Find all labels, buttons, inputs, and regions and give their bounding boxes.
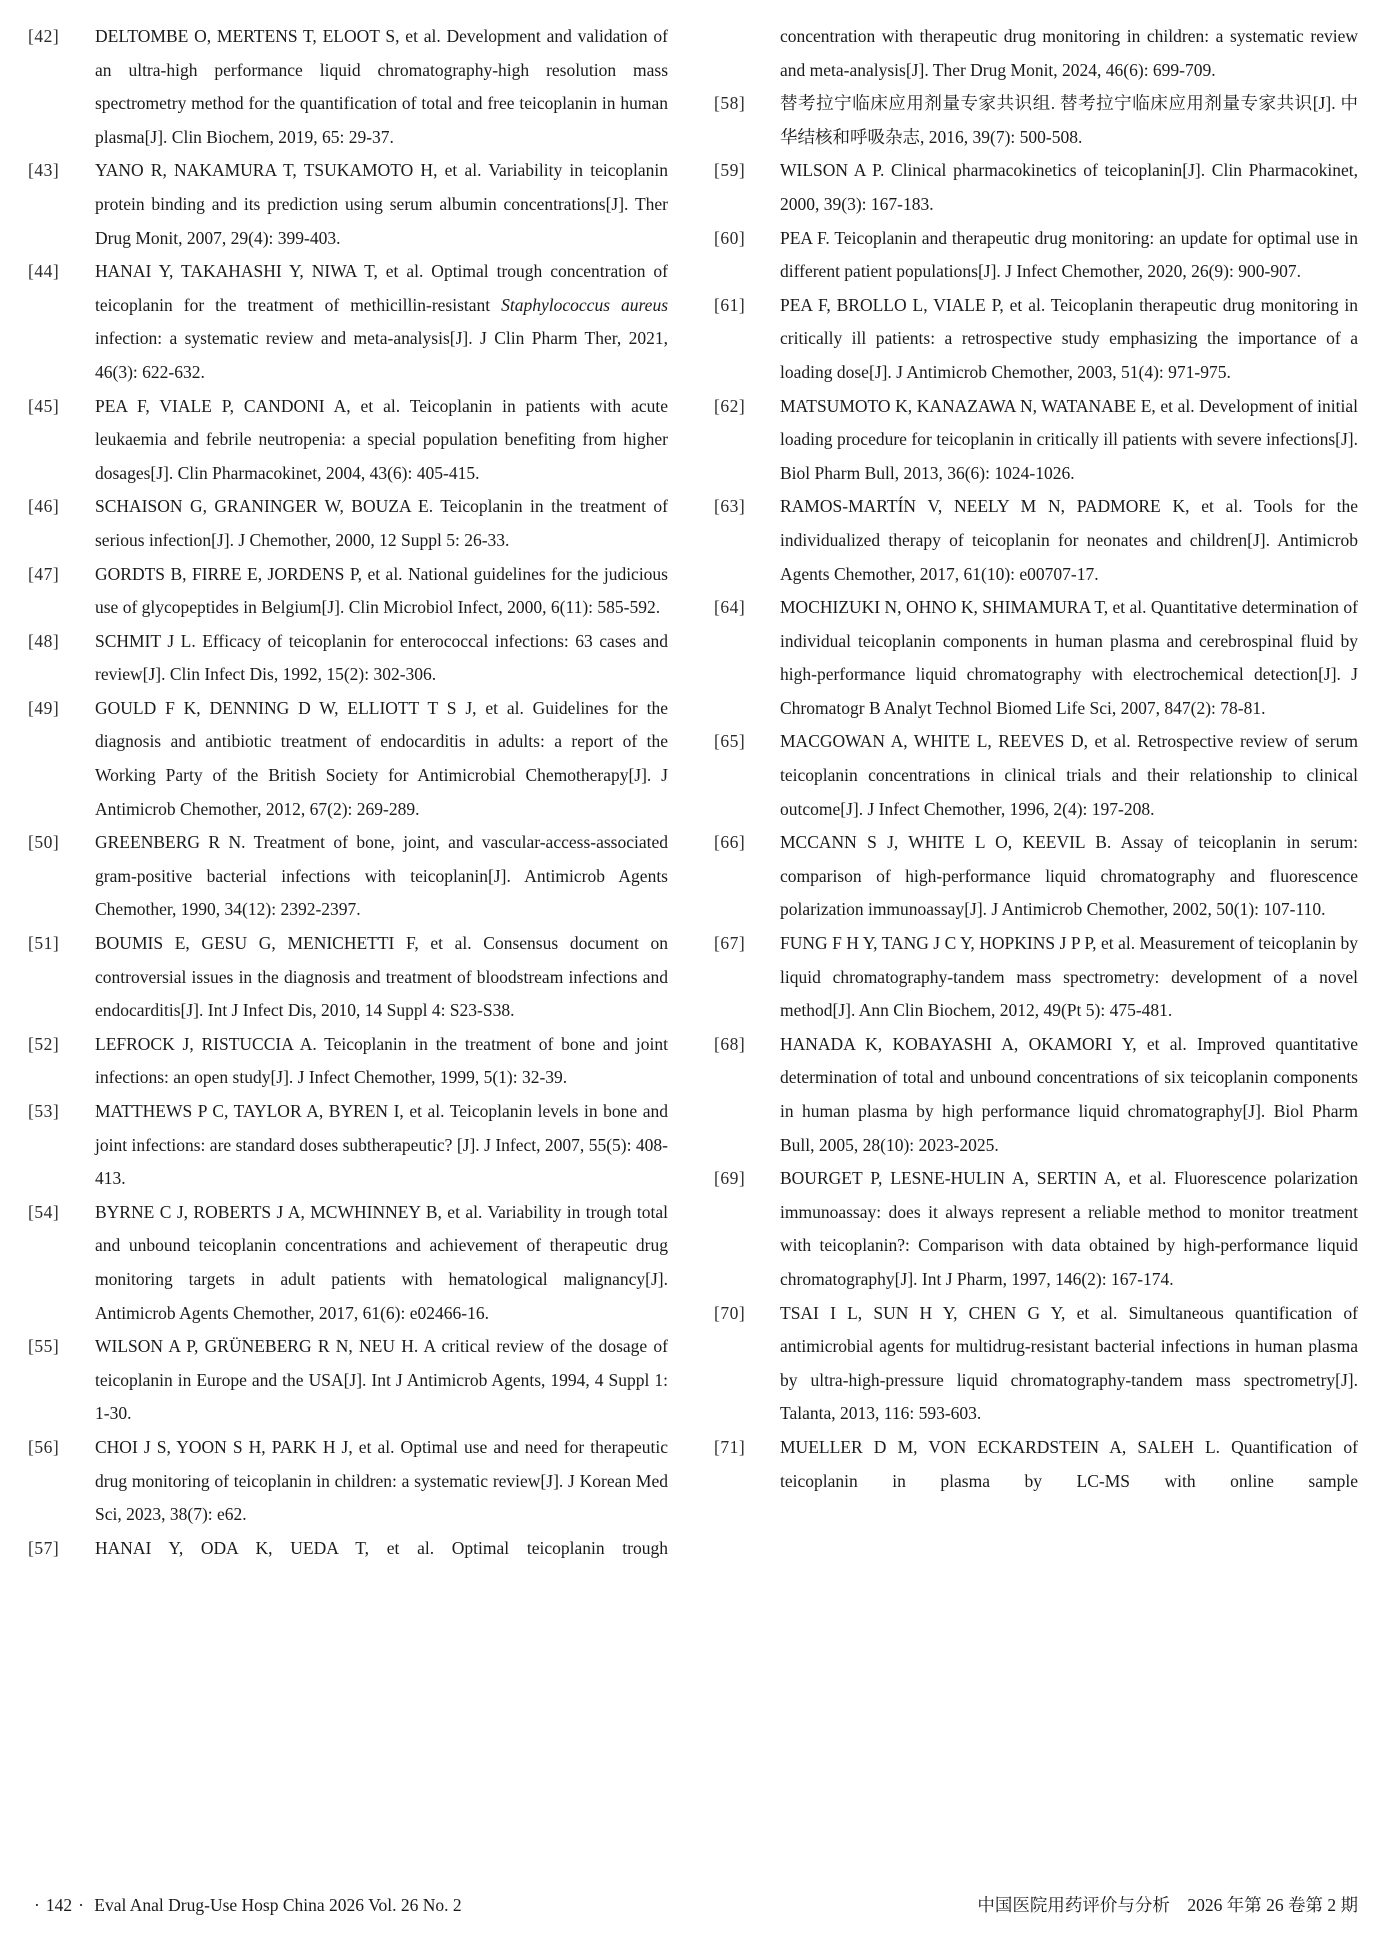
reference-number: [66] xyxy=(714,832,746,853)
reference-number: [71] xyxy=(714,1436,746,1457)
reference-43 xyxy=(28,154,668,255)
reference-text: WILSON A P. Clinical pharmacokinetics of teicoplanin[J]. Clin Pharmacokinet, 2000, 39(3): 167-183. xyxy=(780,160,1358,214)
reference-51 xyxy=(28,927,668,1028)
reference-number: [60] xyxy=(714,227,746,248)
reference-57-continued: concentration with therapeutic drug monitoring in children: a systematic review and meta-analysis[J]. Ther Drug Monit, 2024, 46(6): 699-709. xyxy=(780,26,1358,80)
species-name-italic: Staphylococcus aureus xyxy=(501,294,668,315)
reference-text: CHOI J S, YOON S H, PARK H J, et al. Optimal use and need for therapeutic drug monitoring of teicoplanin in children: a systematic review[J]. J Korean Med Sci, 2023, 38(7): e62. xyxy=(95,1436,668,1525)
bullet-dot: · xyxy=(34,1895,40,1915)
reference-text: PEA F. Teicoplanin and therapeutic drug monitoring: an update for optimal use in different patient populations[J]. J Infect Chemother, 2020, 26(9): 900-907. xyxy=(780,227,1358,282)
reference-text: PEA F, BROLLO L, VIALE P, et al. Teicoplanin therapeutic drug monitoring in critically ill patients: a retrospective study emphasizing the importance of a loading dose[J]. J Antimicrob Chemother, 2003, 51(4): 971-975. xyxy=(780,294,1358,382)
reference-text: MATSUMOTO K, KANAZAWA N, WATANABE E, et al. Development of initial loading procedure for teicoplanin in critically ill patients with severe infections[J]. Biol Pharm Bull, 2013, 36(6): 1024-1026. xyxy=(780,395,1358,483)
reference-47 xyxy=(28,558,668,625)
reference-44 xyxy=(28,255,668,389)
reference-number: [54] xyxy=(28,1201,60,1222)
reference-text: MACGOWAN A, WHITE L, REEVES D, et al. Retrospective review of serum teicoplanin concentrations in clinical trials and their relationship to clinical outcome[J]. J Infect Chemother, 1996, 2(4): 197-208. xyxy=(780,731,1358,819)
reference-50 xyxy=(28,826,668,927)
reference-text-part: HANAI Y, TAKAHASHI Y, NIWA T, et al. Optimal trough concentration of teicoplanin for the treatment of methicillin-resistant xyxy=(95,261,668,315)
reference-number: [53] xyxy=(28,1101,60,1121)
reference-number: [69] xyxy=(714,1168,746,1189)
reference-text: MATTHEWS P C, TAYLOR A, BYREN I, et al. Teicoplanin levels in bone and joint infections: are standard doses subtherapeutic? [J]. J Infect, 2007, 55(5): 408-413. xyxy=(95,1101,668,1189)
reference-text: WILSON A P, GRÜNEBERG R N, NEU H. A critical review of the dosage of teicoplanin in Europe and the USA[J]. Int J Antimicrob Agents, 1994, 4 Suppl 1: 1-30. xyxy=(95,1336,668,1424)
reference-number: [48] xyxy=(28,630,60,651)
reference-number: [45] xyxy=(28,395,60,416)
reference-number: [46] xyxy=(28,496,60,517)
reference-46 xyxy=(28,490,668,557)
reference-number: [70] xyxy=(714,1302,746,1323)
reference-text: SCHMIT J L. Efficacy of teicoplanin for enterococcal infections: 63 cases and review[J]. Clin Infect Dis, 1992, 15(2): 302-306. xyxy=(95,630,668,685)
reference-number: [56] xyxy=(28,1436,60,1457)
reference-text: HANAI Y, ODA K, UEDA T, et al. Optimal teicoplanin trough xyxy=(95,1537,668,1558)
reference-text: TSAI I L, SUN H Y, CHEN G Y, et al. Simultaneous quantification of antimicrobial agents for multidrug-resistant bacterial infections in human plasma by ultra-high-pressure liquid chromatography-tandem mass spectrometry[J]. Talanta, 2013, 116: 593-603. xyxy=(780,1302,1358,1424)
reference-number: [62] xyxy=(714,395,746,416)
reference-59 xyxy=(714,154,1358,221)
reference-67 xyxy=(714,927,1358,1028)
page-number: 142 xyxy=(45,1895,73,1915)
reference-70 xyxy=(714,1297,1358,1431)
reference-49 xyxy=(28,692,668,826)
reference-text: GREENBERG R N. Treatment of bone, joint, and vascular-access-associated gram-positive bacterial infections with teicoplanin[J]. Antimicrob Agents Chemother, 1990, 34(12): 2392-2397. xyxy=(95,832,668,920)
reference-text: SCHAISON G, GRANINGER W, BOUZA E. Teicoplanin in the treatment of serious infection[J]. J Chemother, 2000, 12 Suppl 5: 26-33. xyxy=(95,496,668,550)
reference-number: [43] xyxy=(28,160,60,181)
reference-number: [57] xyxy=(28,1537,60,1558)
reference-text: MOCHIZUKI N, OHNO K, SHIMAMURA T, et al. Quantitative determination of individual teicoplanin components in human plasma and cerebrospinal fluid by high-performance liquid chromatography with electrochemical detection[J]. J Chromatogr B Analyt Technol Biomed Life Sci, 2007, 847(2): 78-81. xyxy=(780,597,1358,718)
reference-number: [51] xyxy=(28,933,60,954)
reference-58 xyxy=(714,87,1358,154)
reference-number: [50] xyxy=(28,832,60,853)
reference-71 xyxy=(714,1431,1358,1498)
reference-column-left xyxy=(28,20,668,1565)
reference-text: BOURGET P, LESNE-HULIN A, SERTIN A, et al. Fluorescence polarization immunoassay: does it always represent a reliable method to monitor treatment with teicoplanin?: Comparison with data obtained by high-performance liquid chromatography[J]. Int J Pharm, 1997, 146(2): 167-174. xyxy=(780,1168,1358,1289)
reference-number: [68] xyxy=(714,1033,746,1054)
reference-text: LEFROCK J, RISTUCCIA A. Teicoplanin in the treatment of bone and joint infections: an open study[J]. J Infect Chemother, 1999, 5(1): 32-39. xyxy=(95,1033,668,1088)
reference-54 xyxy=(28,1196,668,1330)
reference-60 xyxy=(714,222,1358,289)
reference-text: FUNG F H Y, TANG J C Y, HOPKINS J P P, et al. Measurement of teicoplanin by liquid chromatography-tandem mass spectrometry: development of a novel method[J]. Ann Clin Biochem, 2012, 49(Pt 5): 475-481. xyxy=(780,933,1358,1021)
reference-53 xyxy=(28,1095,668,1196)
reference-55 xyxy=(28,1330,668,1431)
reference-65 xyxy=(714,725,1358,826)
reference-42 xyxy=(28,20,668,154)
reference-number: [67] xyxy=(714,933,746,954)
reference-number: [49] xyxy=(28,697,60,718)
reference-61 xyxy=(714,289,1358,390)
reference-text: GORDTS B, FIRRE E, JORDENS P, et al. National guidelines for the judicious use of glycopeptides in Belgium[J]. Clin Microbiol Infect, 2000, 6(11): 585-592. xyxy=(95,563,668,618)
reference-text: YANO R, NAKAMURA T, TSUKAMOTO H, et al. Variability in teicoplanin protein binding and its prediction using serum albumin concentrations[J]. Ther Drug Monit, 2007, 29(4): 399-403. xyxy=(95,160,668,248)
reference-56 xyxy=(28,1431,668,1532)
journal-title-cn: 中国医院用药评价与分析 2026 年第 26 卷第 2 期 xyxy=(977,1895,1358,1915)
reference-text: BOUMIS E, GESU G, MENICHETTI F, et al. Consensus document on controversial issues in the diagnosis and treatment of bloodstream infections and endocarditis[J]. Int J Infect Dis, 2010, 14 Suppl 4: S23-S38. xyxy=(95,933,668,1021)
reference-text: PEA F, VIALE P, CANDONI A, et al. Teicoplanin in patients with acute leukaemia and febrile neutropenia: a special population benefiting from higher dosages[J]. Clin Pharmacokinet, 2004, 43(6): 405-415. xyxy=(95,395,668,483)
reference-text-part: infection: a systematic review and meta-analysis[J]. J Clin Pharm Ther, 2021, 46(3): 622-632. xyxy=(95,328,668,382)
reference-number: [58] xyxy=(714,93,746,114)
reference-text: BYRNE C J, ROBERTS J A, MCWHINNEY B, et al. Variability in trough total and unbound teicoplanin concentrations and achievement of therapeutic drug monitoring targets in adult patients with hematological malignancy[J]. Antimicrob Agents Chemother, 2017, 61(6): e02466-16. xyxy=(95,1201,668,1323)
reference-text xyxy=(95,255,668,389)
reference-number: [64] xyxy=(714,597,746,618)
reference-number: [61] xyxy=(714,294,746,315)
reference-number: [55] xyxy=(28,1336,60,1357)
reference-text: GOULD F K, DENNING D W, ELLIOTT T S J, et al. Guidelines for the diagnosis and antibiotic treatment of endocarditis in adults: a report of the Working Party of the British Society for Antimicrobial Chemotherapy[J]. J Antimicrob Chemother, 2012, 67(2): 269-289. xyxy=(95,697,668,819)
reference-text: HANADA K, KOBAYASHI A, OKAMORI Y, et al. Improved quantitative determination of total and unbound concentrations of six teicoplanin components in human plasma by high performance liquid chromatography[J]. Biol Pharm Bull, 2005, 28(10): 2023-2025. xyxy=(780,1033,1358,1155)
journal-title-en: Eval Anal Drug-Use Hosp China 2026 Vol. 26 No. 2 xyxy=(94,1895,462,1915)
reference-number: [44] xyxy=(28,261,60,282)
reference-64 xyxy=(714,591,1358,725)
reference-57 xyxy=(28,1532,668,1566)
reference-number: [52] xyxy=(28,1033,60,1054)
reference-62 xyxy=(714,390,1358,491)
reference-text: MCCANN S J, WHITE L O, KEEVIL B. Assay of teicoplanin in serum: comparison of high-performance liquid chromatography and fluorescence polarization immunoassay[J]. J Antimicrob Chemother, 2002, 50(1): 107-110. xyxy=(780,832,1358,920)
reference-number: [65] xyxy=(714,731,746,752)
page-footer-left xyxy=(28,1888,462,1922)
reference-45 xyxy=(28,390,668,491)
reference-text: DELTOMBE O, MERTENS T, ELOOT S, et al. Development and validation of an ultra-high performance liquid chromatography-high resolution mass spectrometry method for the quantification of total and free teicoplanin in human plasma[J]. Clin Biochem, 2019, 65: 29-37. xyxy=(95,26,668,147)
reference-text: MUELLER D M, VON ECKARDSTEIN A, SALEH L. Quantification of teicoplanin in plasma by LC-MS with online sample xyxy=(780,1436,1358,1491)
reference-number: [63] xyxy=(714,496,746,517)
reference-number: [42] xyxy=(28,26,60,46)
reference-text: 替考拉宁临床应用剂量专家共识组. 替考拉宁临床应用剂量专家共识[J]. 中华结核和呼吸杂志, 2016, 39(7): 500-508. xyxy=(780,93,1358,147)
bullet-dot: · xyxy=(78,1895,84,1915)
reference-column-right xyxy=(714,20,1358,1498)
reference-66 xyxy=(714,826,1358,927)
reference-text: RAMOS-MARTÍN V, NEELY M N, PADMORE K, et al. Tools for the individualized therapy of teicoplanin for neonates and children[J]. Antimicrob Agents Chemother, 2017, 61(10): e00707-17. xyxy=(780,496,1358,584)
reference-number: [47] xyxy=(28,563,60,584)
reference-68 xyxy=(714,1028,1358,1162)
page-footer-right xyxy=(977,1888,1358,1922)
reference-48 xyxy=(28,625,668,692)
reference-number: [59] xyxy=(714,160,746,181)
reference-63 xyxy=(714,490,1358,591)
reference-52 xyxy=(28,1028,668,1095)
reference-69 xyxy=(714,1162,1358,1296)
